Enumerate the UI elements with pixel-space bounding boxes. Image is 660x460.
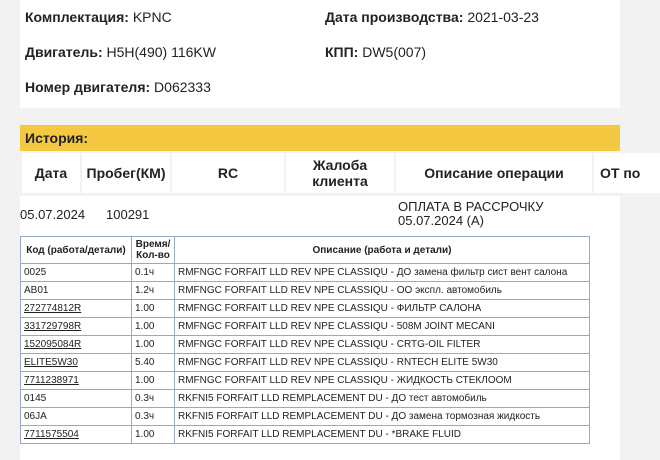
column-mileage[interactable]: Пробег(КМ) [82, 153, 170, 193]
part-link[interactable]: 272774812R [24, 303, 82, 314]
table-row [21, 426, 590, 444]
part-link[interactable]: 152095084R [24, 339, 82, 350]
record-operation-line1: ОПЛАТА В РАССРОЧКУ [398, 199, 544, 214]
history-header [20, 125, 620, 151]
production-date-label: Дата производства: [325, 9, 464, 25]
details-header-row [21, 237, 590, 264]
detail-qty: 1.2ч [132, 282, 175, 300]
detail-desc: RMFNGC FORFAIT LLD REV NPE CLASSIQU - ДО замена фильтр сист вент салона [175, 264, 590, 282]
engine-value: H5H(490) 116KW [106, 44, 216, 60]
detail-code: AB01 [21, 282, 132, 300]
detail-desc: RKFNI5 FORFAIT LLD REMPLACEMENT DU - ДО замена тормозная жидкость [175, 408, 590, 426]
detail-code: 06JA [21, 408, 132, 426]
detail-qty: 1.00 [132, 318, 175, 336]
production-date-value: 2021-03-23 [467, 9, 539, 25]
details-time-header-l2: Кол-во [136, 250, 170, 261]
table-row [21, 318, 590, 336]
details-desc-header: Описание (работа и детали) [175, 237, 590, 264]
record-mileage: 100291 [106, 207, 150, 222]
detail-desc: RMFNGC FORFAIT LLD REV NPE CLASSIQU - ЖИДКОСТЬ СТЕКЛООМ [175, 372, 590, 390]
table-row [21, 300, 590, 318]
detail-qty: 1.00 [132, 336, 175, 354]
detail-qty: 1.00 [132, 372, 175, 390]
detail-desc: RMFNGC FORFAIT LLD REV NPE CLASSIQU - ФИЛЬТР САЛОНА [175, 300, 590, 318]
work-details-table [20, 236, 590, 444]
column-date[interactable]: Дата [22, 153, 80, 193]
part-link[interactable]: 7711575504 [24, 429, 79, 440]
table-row [21, 408, 590, 426]
engine-row [25, 44, 216, 60]
table-row [21, 390, 590, 408]
detail-qty: 1.00 [132, 426, 175, 444]
detail-desc: RKFNI5 FORFAIT LLD REMPLACEMENT DU - *BRAKE FLUID [175, 426, 590, 444]
record-operation [398, 200, 544, 228]
table-row [21, 264, 590, 282]
detail-desc: RMFNGC FORFAIT LLD REV NPE CLASSIQU - 508M JOINT MECANI [175, 318, 590, 336]
column-rc[interactable]: RC [172, 153, 284, 193]
detail-desc: RMFNGC FORFAIT LLD REV NPE CLASSIQU - CRTG-OIL FILTER [175, 336, 590, 354]
detail-desc: RKFNI5 FORFAIT LLD REMPLACEMENT DU - ДО тест автомобиль [175, 390, 590, 408]
detail-qty: 0.3ч [132, 390, 175, 408]
detail-desc: RMFNGC FORFAIT LLD REV NPE CLASSIQU - ОО экспл. автомобиль [175, 282, 590, 300]
detail-code: 0025 [21, 264, 132, 282]
column-operation[interactable]: Описание операции [396, 153, 592, 193]
record-operation-line2: 05.07.2024 (А) [398, 213, 485, 228]
engine-label: Двигатель: [25, 44, 103, 60]
part-link[interactable]: 331729798R [24, 321, 82, 332]
production-date-row [325, 9, 539, 25]
details-time-header-l1: Время/ [135, 239, 171, 250]
equipment-label: Комплектация: [25, 9, 129, 25]
gearbox-row [325, 44, 426, 60]
table-row [21, 372, 590, 390]
equipment-value: KPNC [132, 9, 172, 25]
engine-number-value: D062333 [154, 79, 211, 95]
part-link[interactable]: 7711238971 [24, 375, 79, 386]
gearbox-label: КПП: [325, 44, 359, 60]
table-row [21, 354, 590, 372]
column-ot[interactable]: ОТ по [594, 153, 660, 193]
table-row [21, 282, 590, 300]
engine-number-row [25, 79, 211, 95]
record-date: 05.07.2024 [20, 207, 86, 222]
gearbox-value: DW5(007) [362, 44, 427, 60]
engine-number-label: Номер двигателя: [25, 79, 151, 95]
part-link[interactable]: ELITE5W30 [24, 357, 78, 368]
column-complaint[interactable]: Жалоба клиента [286, 153, 394, 193]
detail-qty: 0.1ч [132, 264, 175, 282]
detail-qty: 1.00 [132, 300, 175, 318]
detail-code: 0145 [21, 390, 132, 408]
detail-desc: RMFNGC FORFAIT LLD REV NPE CLASSIQU - RNTECH ELITE 5W30 [175, 354, 590, 372]
vehicle-info-card [20, 0, 620, 108]
equipment-row [25, 9, 172, 25]
details-code-header: Код (работа/детали) [21, 237, 132, 264]
details-time-header [132, 237, 175, 264]
history-title: История: [25, 130, 89, 146]
detail-qty: 0.3ч [132, 408, 175, 426]
table-row [21, 336, 590, 354]
detail-qty: 5.40 [132, 354, 175, 372]
